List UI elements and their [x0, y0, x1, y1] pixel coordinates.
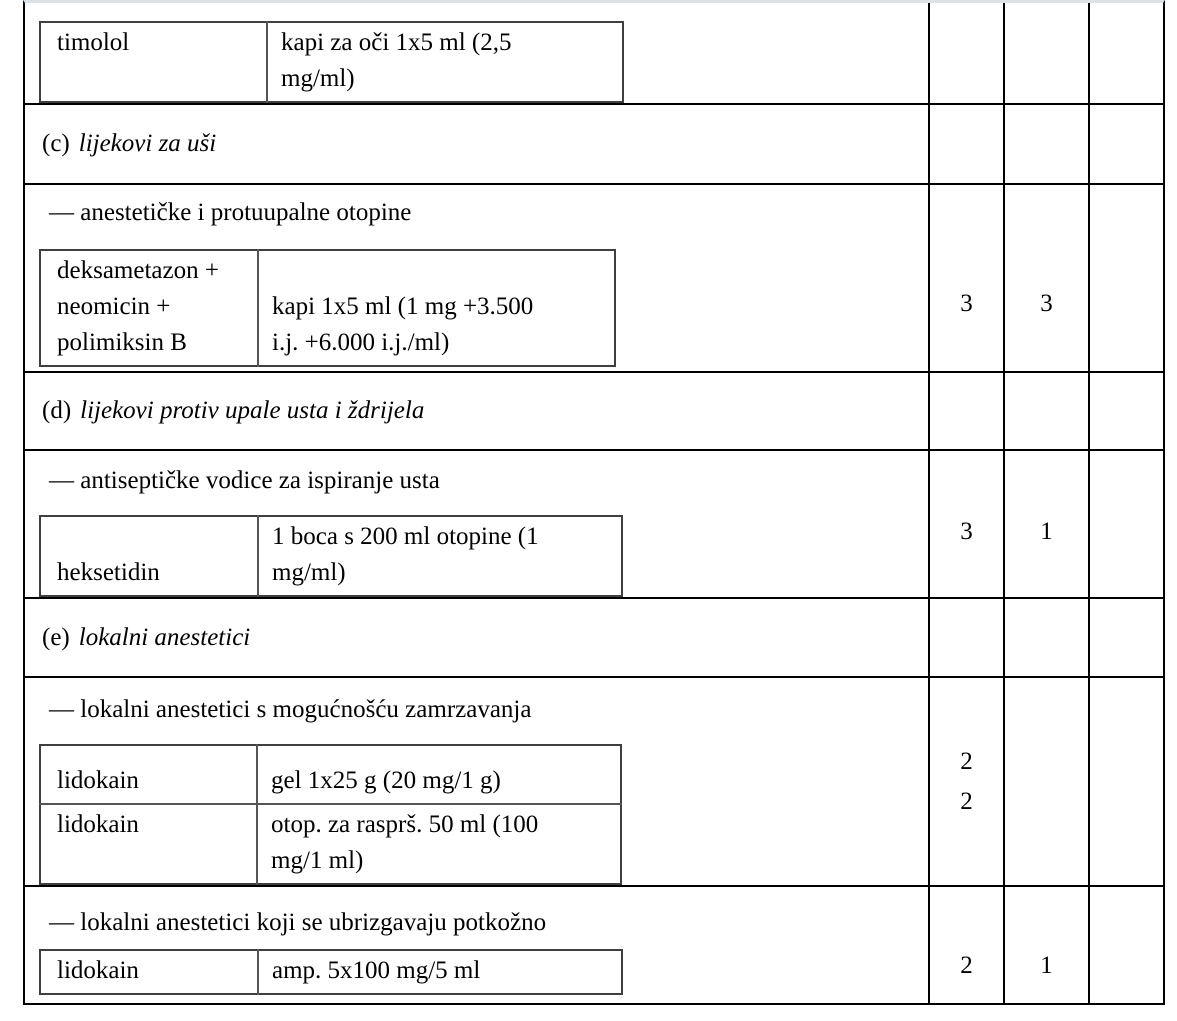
- drug-name-line: deksametazon +: [57, 257, 219, 284]
- section-header: [25, 599, 930, 676]
- drug-desc-line: kapi za oči 1x5 ml (2,5: [281, 29, 512, 56]
- drug-name-line: polimiksin B: [57, 329, 187, 356]
- qty-cell-3: [1090, 373, 1165, 449]
- group-label: — antiseptičke vodice za ispiranje usta: [49, 467, 440, 494]
- drug-desc-cell: [257, 745, 621, 804]
- drug-name-cell: [40, 250, 258, 366]
- drug-desc-line: mg/1 ml): [271, 847, 364, 874]
- qty-value: 3: [960, 290, 973, 317]
- qty-cell-1: [930, 373, 1005, 449]
- drug-name-cell: [40, 516, 258, 596]
- drug-name-line: neomicin +: [57, 293, 171, 320]
- drug-box-row: [40, 22, 623, 102]
- drug-desc-line: kapi 1x5 ml (1 mg +3.500: [272, 293, 534, 320]
- qty-value: 1: [1040, 518, 1053, 545]
- group-label: — lokalni anestetici koji se ubrizgavaju potkožno: [49, 909, 547, 936]
- qty-cell-2: [1005, 599, 1090, 676]
- section-header: [25, 373, 930, 449]
- qty-cell-1: [930, 599, 1005, 676]
- section-letter: (c): [42, 130, 70, 157]
- table-row: [25, 3, 1163, 105]
- qty-cell-1: [930, 678, 1005, 885]
- qty-cell-1: [930, 451, 1005, 597]
- group-label: — lokalni anestetici s mogućnošću zamrzavanja: [49, 696, 532, 723]
- drug-name-cell: [40, 950, 258, 994]
- qty-cell-2: [1005, 185, 1090, 371]
- medication-table: [23, 0, 1165, 1005]
- row-content-cell: [25, 3, 930, 103]
- drug-box-row: [40, 950, 622, 994]
- row-content-cell: [25, 185, 930, 371]
- qty-cell-2: [1005, 678, 1090, 885]
- drug-name: timolol: [57, 29, 130, 56]
- drug-desc-line: i.j. +6.000 i.j./ml): [272, 329, 450, 356]
- qty-cell-3: [1090, 451, 1165, 597]
- drug-desc-line: otop. za rasprš. 50 ml (100: [271, 811, 539, 838]
- qty-value: 2: [960, 747, 973, 775]
- drug-name: heksetidin: [57, 559, 160, 586]
- table-row: [25, 887, 1163, 1003]
- qty-cell-3: [1090, 599, 1165, 676]
- qty-cell-3: [1090, 3, 1165, 103]
- qty-cell-1: [930, 887, 1005, 1003]
- drug-name: lidokain: [57, 811, 139, 838]
- qty-value: 1: [1040, 952, 1053, 979]
- qty-value: 3: [1040, 290, 1053, 317]
- qty-cell-2: [1005, 451, 1090, 597]
- table-row: [25, 451, 1163, 599]
- row-content-cell: [25, 678, 930, 885]
- drug-box-row: [40, 745, 621, 804]
- table-row: [25, 599, 1163, 678]
- table-row: [25, 185, 1163, 373]
- drug-desc-cell: [258, 950, 622, 994]
- drug-name: lidokain: [57, 767, 139, 794]
- drug-box-row: [40, 250, 615, 366]
- drug-desc-line: gel 1x25 g (20 mg/1 g): [271, 767, 501, 794]
- section-letter: (e): [42, 623, 70, 651]
- qty-cell-1: [930, 185, 1005, 371]
- drug-desc-line: 1 boca s 200 ml otopine (1: [272, 523, 539, 550]
- drug-name-cell: [40, 22, 267, 102]
- row-content-cell: [25, 887, 930, 1003]
- section-title: lokalni anestetici: [78, 623, 251, 651]
- drug-name-cell: [40, 804, 257, 884]
- drug-name-cell: [40, 745, 257, 804]
- drug-desc-cell: [257, 804, 621, 884]
- section-letter: (d): [42, 397, 72, 424]
- qty-cell-2: [1005, 887, 1090, 1003]
- section-header: [25, 105, 930, 183]
- qty-cell-3: [1090, 887, 1165, 1003]
- qty-cell-2: [1005, 105, 1090, 183]
- table-row: [25, 373, 1163, 451]
- qty-cell-3: [1090, 678, 1165, 885]
- table-row: [25, 105, 1163, 185]
- table-row: [25, 678, 1163, 887]
- drug-box: [39, 744, 622, 885]
- drug-desc-line: mg/ml): [272, 559, 346, 586]
- qty-cell-1: [930, 105, 1005, 183]
- drug-name: lidokain: [57, 957, 139, 984]
- drug-box: [39, 21, 624, 103]
- qty-cell-1: [930, 3, 1005, 103]
- qty-cell-2: [1005, 3, 1090, 103]
- row-content-cell: [25, 451, 930, 597]
- qty-cell-3: [1090, 185, 1165, 371]
- section-title: lijekovi za uši: [78, 130, 217, 157]
- drug-desc-cell: [258, 250, 615, 366]
- section-title: lijekovi protiv upale usta i ždrijela: [80, 397, 425, 424]
- drug-box: [39, 949, 623, 995]
- drug-box-row: [40, 804, 621, 884]
- qty-cell-2: [1005, 373, 1090, 449]
- qty-value: 2: [960, 952, 973, 979]
- drug-desc-cell: [267, 22, 623, 102]
- drug-desc-line: mg/ml): [281, 65, 355, 92]
- drug-desc-line: amp. 5x100 mg/5 ml: [272, 957, 481, 984]
- drug-box: [39, 515, 623, 597]
- qty-value: 2: [960, 787, 973, 815]
- drug-box: [39, 249, 616, 367]
- group-label: — anestetičke i protuupalne otopine: [49, 199, 412, 226]
- qty-value: 3: [960, 518, 973, 545]
- qty-cell-3: [1090, 105, 1165, 183]
- drug-desc-cell: [258, 516, 622, 596]
- drug-box-row: [40, 516, 622, 596]
